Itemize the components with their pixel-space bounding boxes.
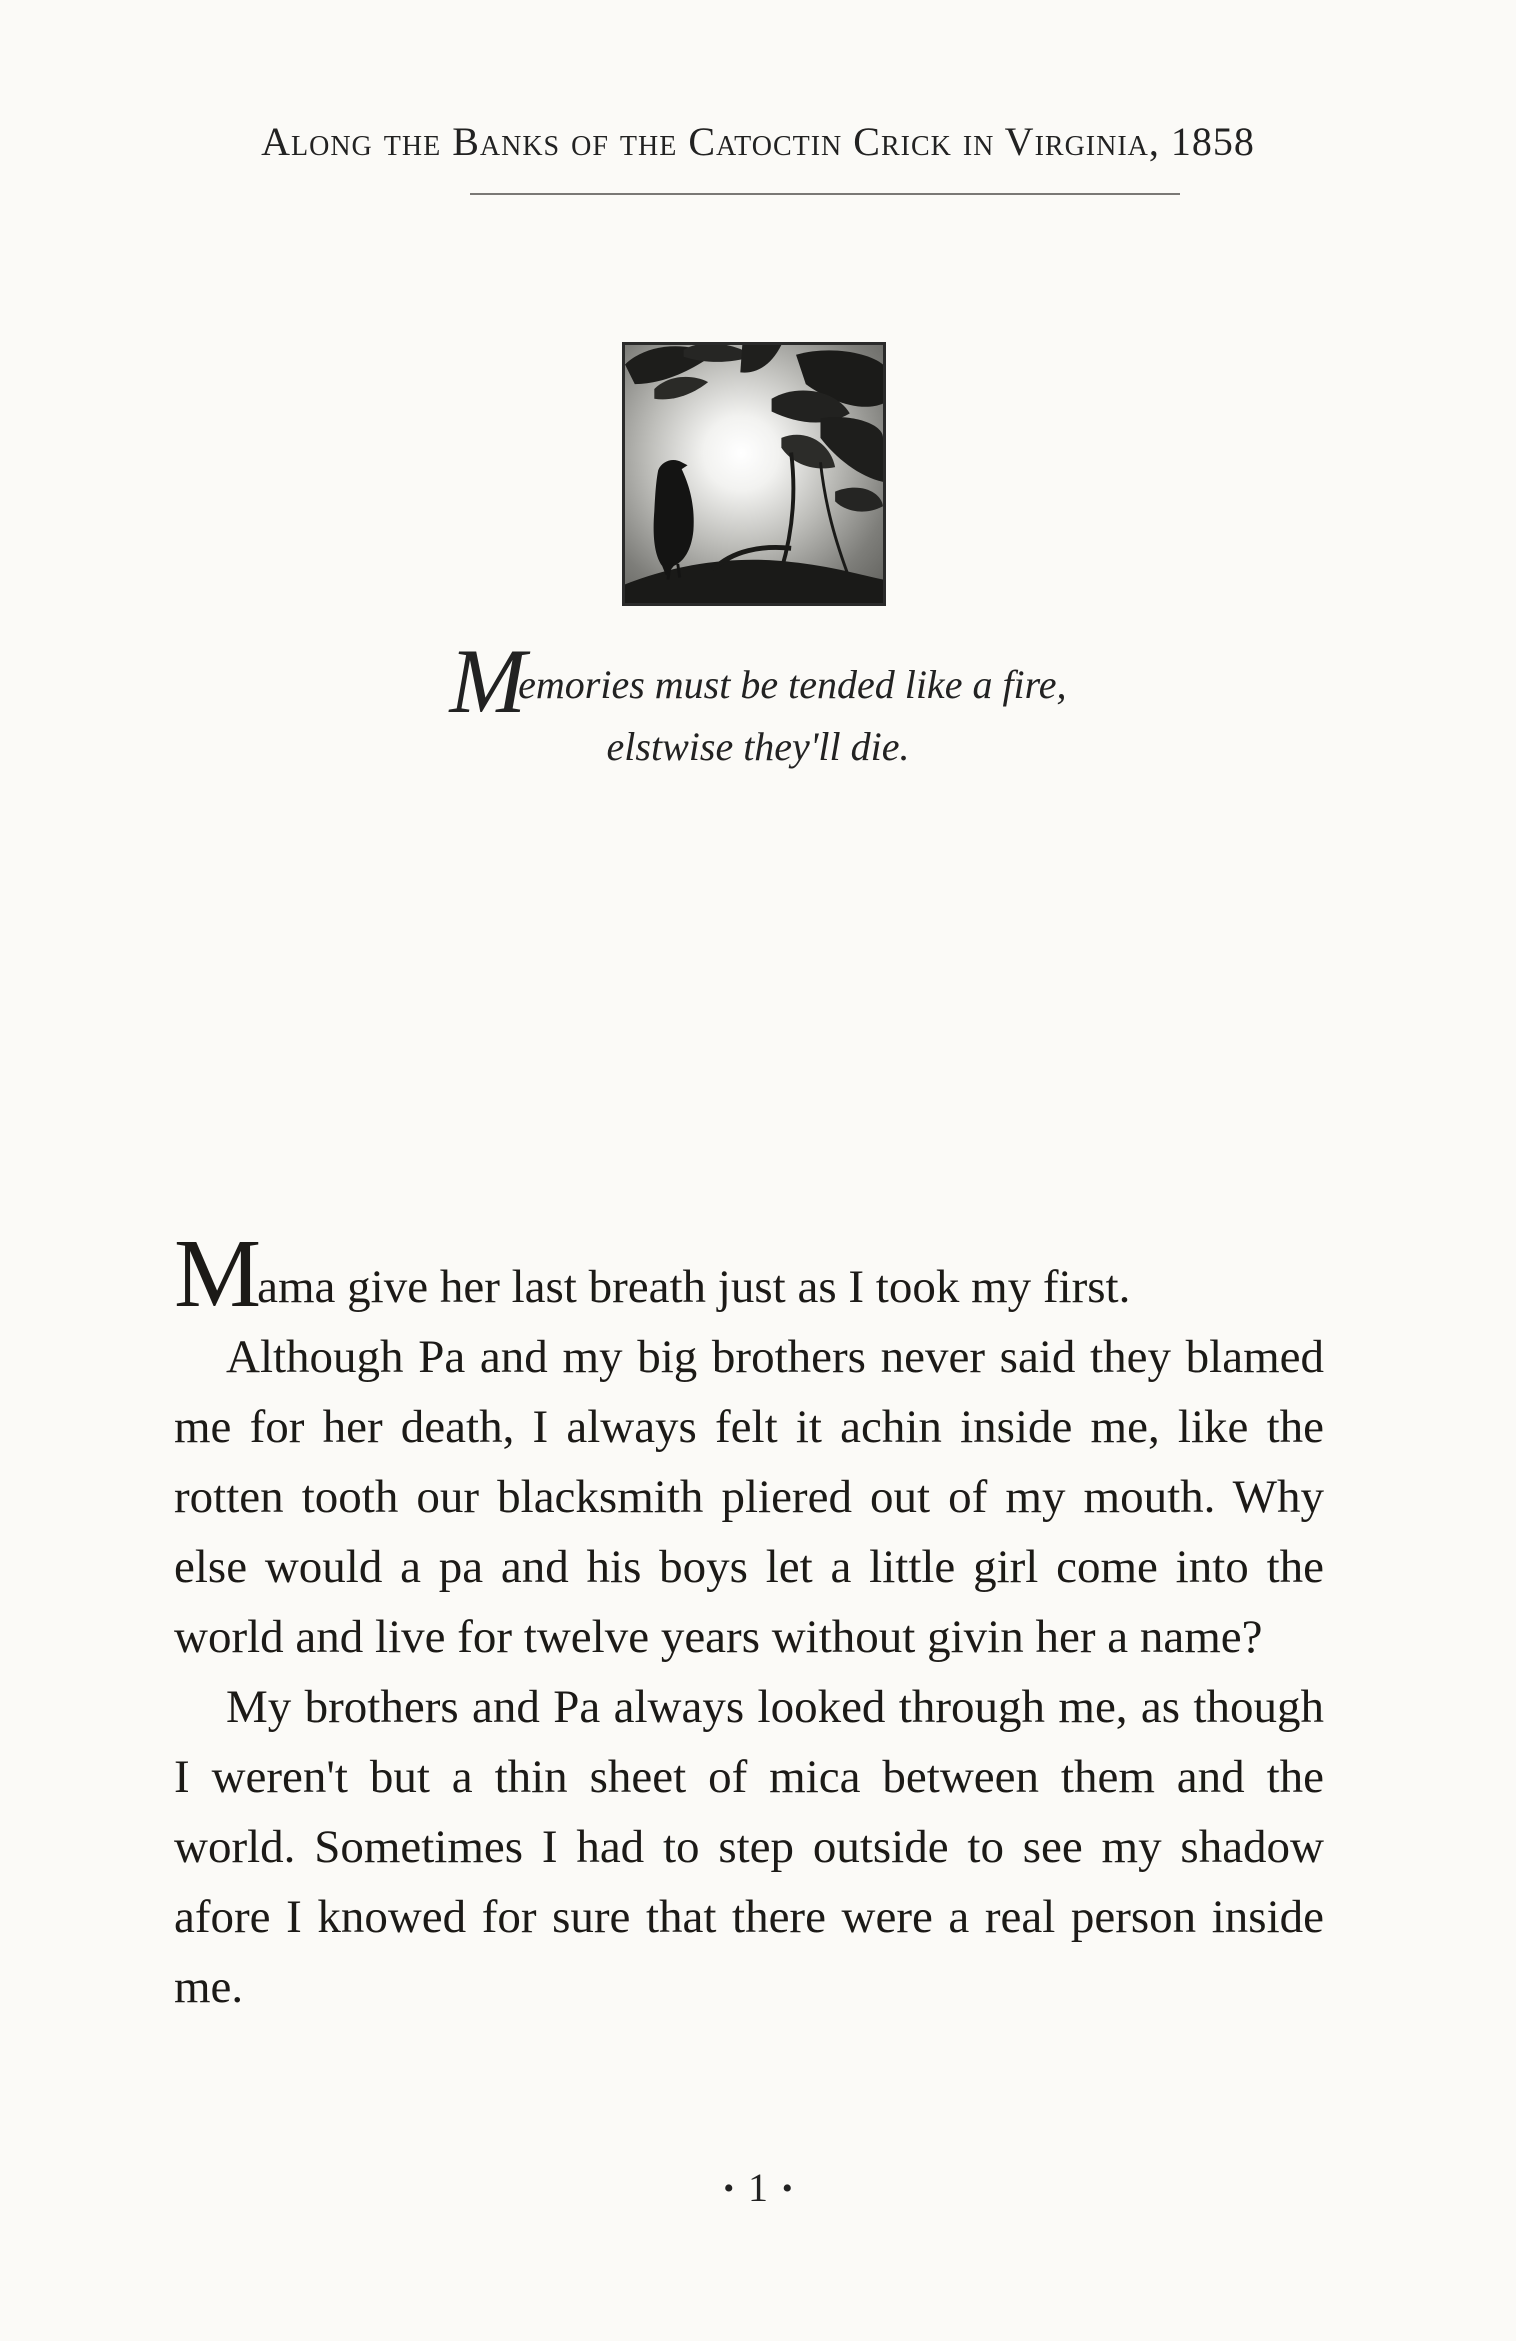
page-number [0, 2164, 1516, 2211]
running-head: Along the Banks of the Catoctin Crick in Virginia, 1858 [261, 119, 1255, 164]
chapter-body [174, 1220, 1324, 2022]
paragraph-1-text: ama give her last breath just as I took my first. [257, 1261, 1131, 1313]
folio-bullet-left: • [723, 2172, 734, 2205]
epigraph-line-2: elstwise they'll die. [606, 724, 910, 769]
epigraph-line-1-text: emories must be tended like a fire, [518, 662, 1067, 707]
paragraph-2: Although Pa and my big brothers never said they blamed me for her death, I always felt it achin inside me, like the rotten tooth our blacksmith pliered out of my mouth. Why else would a pa and his boys let a little girl come into the world and live for twelve years without givin her a name? [174, 1331, 1324, 1663]
paragraph-3: My brothers and Pa always looked through me, as though I weren't but a thin sheet of mica between them and the world. Sometimes I had to step outside to see my shadow afore I knowed for sure that there were a real person inside me. [174, 1681, 1324, 2013]
bird-on-branch-icon [622, 342, 886, 606]
drop-cap: M [174, 1220, 262, 1328]
page-number-value: 1 [748, 2165, 768, 2210]
paragraph-1 [174, 1220, 1324, 1328]
epigraph [0, 630, 1516, 778]
epigraph-initial: M [449, 630, 527, 732]
epigraph-line-1 [0, 630, 1516, 732]
folio-bullet-right: • [782, 2172, 793, 2205]
header-rule [470, 193, 1180, 195]
